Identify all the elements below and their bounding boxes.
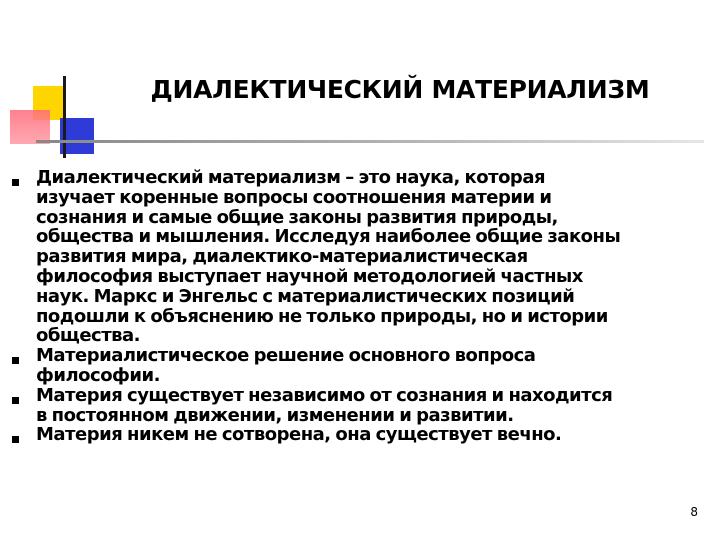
slide-title: ДИАЛЕКТИЧЕСКИЙ МАТЕРИАЛИЗМ: [150, 75, 650, 104]
square-bullet-icon: [12, 397, 19, 404]
logo-vertical-line: [63, 76, 66, 158]
bullet-item: [0, 425, 720, 445]
bullet-list: [0, 168, 720, 445]
square-bullet-icon: [12, 436, 19, 443]
title-underline: [36, 140, 704, 143]
bullet-item: [0, 168, 720, 346]
bullet-text: Материя существует независимо от сознания и находится в постоянном движении, изменении и развитии.: [36, 384, 613, 426]
bullet-text: Материалистическое решение основного вопроса философии.: [36, 345, 536, 386]
bullet-item: [0, 346, 720, 386]
bullet-item: [0, 386, 720, 426]
page-number: 8: [690, 505, 698, 519]
square-bullet-icon: [12, 357, 19, 364]
square-bullet-icon: [12, 179, 19, 186]
bullet-text: Диалектический материализм – это наука, которая изучает коренные вопросы соотношения материи и сознания и самые общие законы развития природы, общества и мышления. Исследуя наиболее общие законы развития мира, диалектико-материалистическая философия выступает научной методологией частных наук. Маркс и Энгельс с материалистических позиций подошли к объяснению не только природы, но и истории общества.: [36, 167, 621, 347]
red-square: [10, 110, 50, 144]
decorative-logo-squares: [0, 0, 100, 170]
bullet-text: Материя никем не сотворена, она существует вечно.: [36, 424, 562, 446]
